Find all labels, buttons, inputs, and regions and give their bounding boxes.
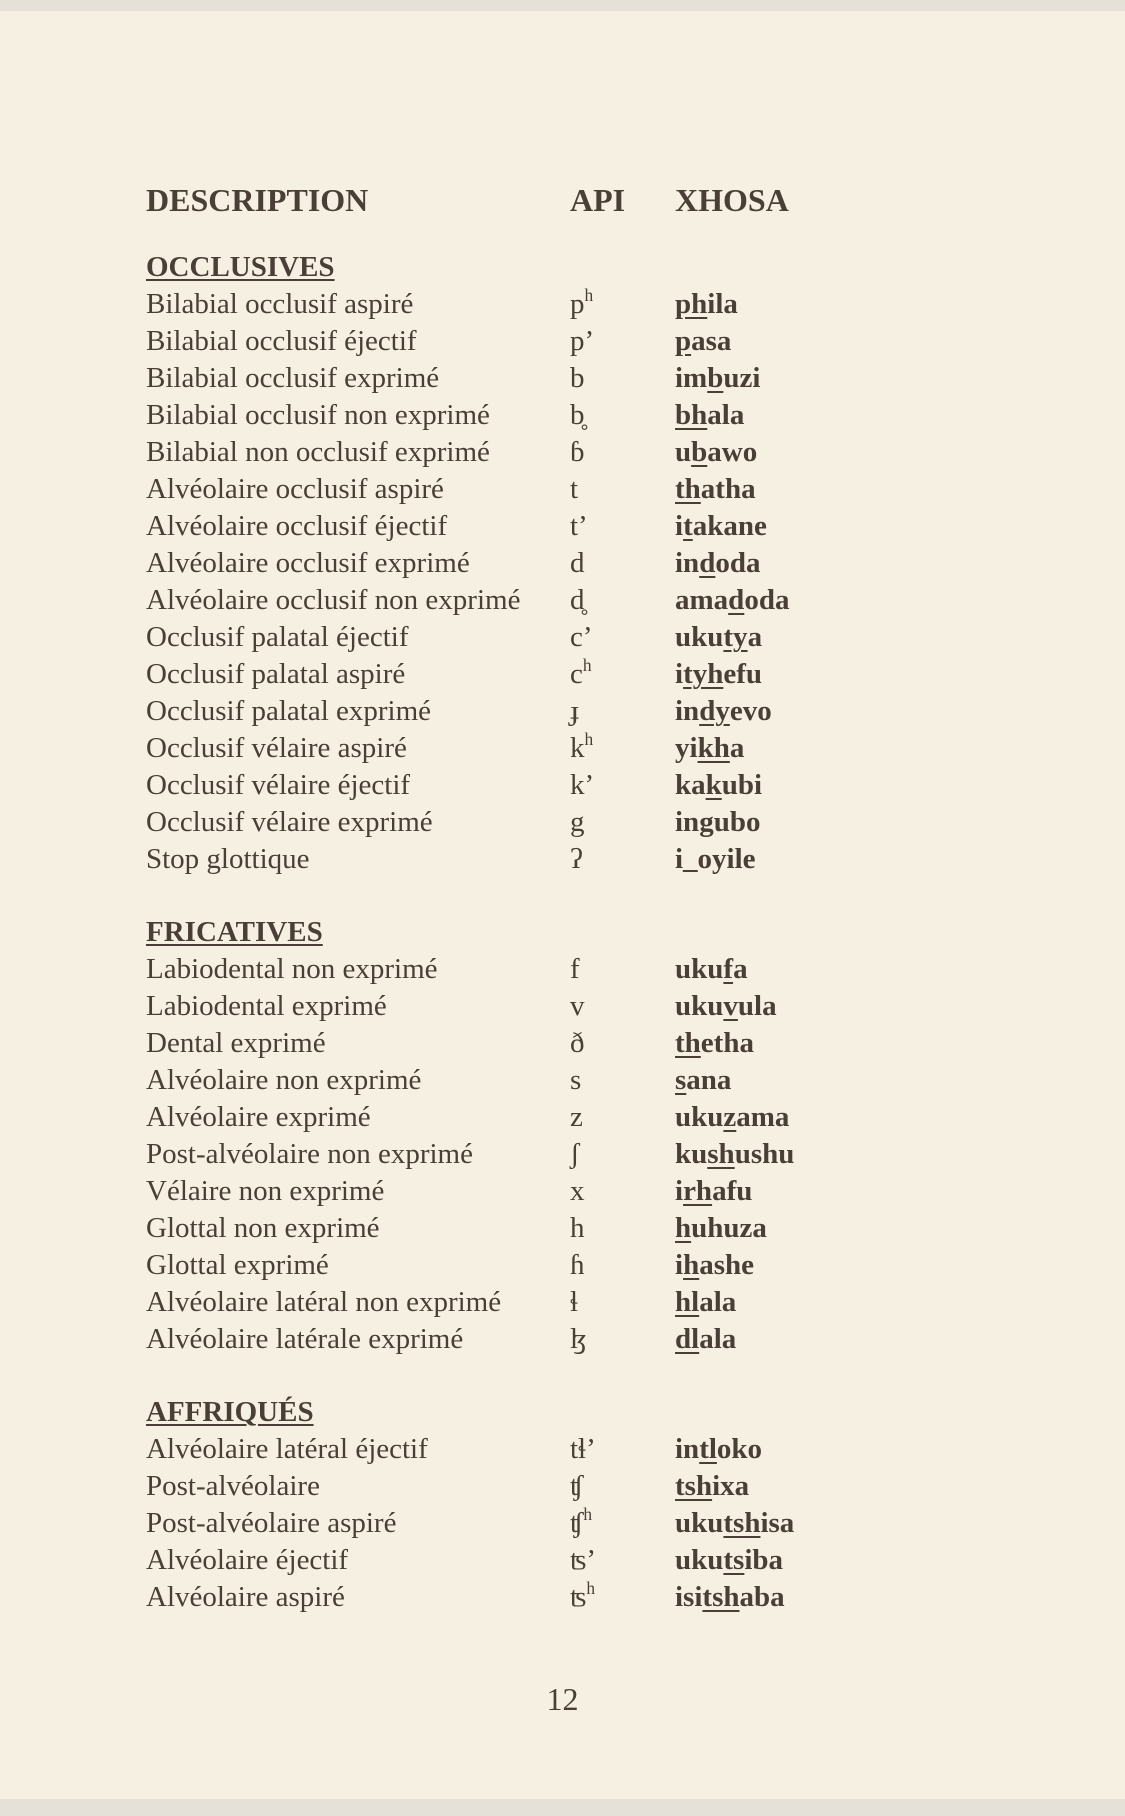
xhosa-pre: uku: [675, 1101, 724, 1133]
table-row: [146, 1284, 1046, 1321]
xhosa-example: [675, 286, 738, 323]
table-row: [146, 1210, 1046, 1247]
xhosa-pre: in: [675, 806, 700, 838]
section-title: AFFRIQUÉS: [146, 1396, 314, 1428]
section-heading: [146, 249, 1046, 286]
xhosa-post: a: [733, 953, 748, 985]
xhosa-pre: i: [675, 1249, 684, 1281]
phoneme-description: Post-alvéolaire aspiré: [146, 1507, 397, 1539]
table-row: [146, 619, 1046, 656]
table-row: [146, 1321, 1046, 1358]
section-heading: [146, 1394, 1046, 1431]
ipa-base: ʔ: [570, 843, 583, 875]
ipa-base: x: [570, 1175, 585, 1207]
ipa-symbol: [570, 286, 593, 326]
xhosa-pre: uku: [675, 621, 724, 653]
ipa-symbol: [570, 1210, 585, 1250]
xhosa-example: [675, 360, 760, 397]
xhosa-pre: yi: [675, 732, 698, 764]
xhosa-example: [675, 841, 756, 878]
phoneme-description: Post-alvéolaire: [146, 1470, 320, 1502]
xhosa-mark: hl: [675, 1286, 700, 1318]
xhosa-post: evo: [729, 695, 772, 727]
xhosa-example: [675, 582, 789, 619]
xhosa-example: [675, 1247, 754, 1284]
xhosa-mark: z: [723, 1101, 737, 1133]
ipa-base: ʦ’: [570, 1544, 597, 1576]
xhosa-mark: tsh: [723, 1507, 761, 1539]
ipa-base: c’: [570, 621, 593, 653]
ipa-symbol: [570, 323, 594, 363]
xhosa-example: [675, 1210, 767, 1247]
table-row: [146, 508, 1046, 545]
ipa-symbol: [570, 767, 594, 807]
xhosa-pre: i: [675, 658, 684, 690]
phoneme-description: Post-alvéolaire non exprimé: [146, 1138, 473, 1170]
xhosa-mark: p: [675, 325, 692, 357]
table-header: [146, 179, 1046, 222]
xhosa-mark: h: [675, 1212, 692, 1244]
table-row: [146, 1025, 1046, 1062]
ipa-symbol: [570, 841, 583, 881]
ipa-symbol: [570, 1431, 596, 1471]
table-row: [146, 1173, 1046, 1210]
ipa-symbol: [570, 1136, 580, 1176]
xhosa-example: [675, 1025, 754, 1062]
phoneme-description: Alvéolaire exprimé: [146, 1101, 371, 1133]
xhosa-example: [675, 1431, 762, 1468]
xhosa-example: [675, 656, 762, 693]
xhosa-example: [675, 988, 777, 1025]
ipa-symbol: [570, 988, 585, 1028]
phoneme-description: Alvéolaire aspiré: [146, 1581, 345, 1613]
xhosa-pre: ama: [675, 584, 729, 616]
xhosa-post: etha: [700, 1027, 754, 1059]
xhosa-pre: i: [675, 1175, 684, 1207]
table-row: [146, 693, 1046, 730]
phoneme-description: Vélaire non exprimé: [146, 1175, 385, 1207]
ipa-base: ɟ: [570, 695, 580, 727]
ipa-base: ʦ: [570, 1581, 587, 1613]
ipa-symbol: [570, 545, 585, 585]
xhosa-mark: t: [683, 510, 693, 542]
xhosa-mark: v: [723, 990, 738, 1022]
xhosa-post: ubo: [713, 806, 761, 838]
xhosa-post: ala: [707, 399, 745, 431]
phoneme-description: Occlusif vélaire éjectif: [146, 769, 411, 801]
ipa-base: t’: [570, 510, 588, 542]
xhosa-mark: sh: [707, 1138, 735, 1170]
xhosa-pre: in: [675, 695, 700, 727]
xhosa-mark: dy: [699, 695, 730, 727]
ipa-base: ɮ: [570, 1323, 587, 1355]
xhosa-mark: tsh: [702, 1581, 740, 1613]
xhosa-example: [675, 434, 757, 471]
ipa-superscript: h: [584, 285, 594, 305]
xhosa-mark: b: [707, 362, 724, 394]
ipa-symbol: [570, 360, 585, 400]
table-row: [146, 286, 1046, 323]
phoneme-description: Labiodental non exprimé: [146, 953, 438, 985]
xhosa-pre: uku: [675, 953, 724, 985]
xhosa-post: ubi: [721, 769, 763, 801]
xhosa-mark: g: [699, 806, 714, 838]
xhosa-pre: isi: [675, 1581, 703, 1613]
xhosa-mark: kh: [697, 732, 730, 764]
xhosa-example: [675, 508, 767, 545]
xhosa-pre: uku: [675, 990, 724, 1022]
xhosa-mark: d: [699, 547, 716, 579]
xhosa-post: ila: [707, 288, 738, 320]
phoneme-description: Alvéolaire latéral éjectif: [146, 1433, 428, 1465]
table-row: [146, 1062, 1046, 1099]
xhosa-example: [675, 323, 731, 360]
ipa-symbol: [570, 1321, 587, 1361]
ipa-superscript: h: [583, 1504, 593, 1524]
ipa-base: p: [570, 288, 585, 320]
ipa-base: ɬ: [570, 1286, 579, 1318]
xhosa-example: [675, 1284, 736, 1321]
phoneme-description: Stop glottique: [146, 843, 310, 875]
phoneme-description: Alvéolaire occlusif aspiré: [146, 473, 444, 505]
xhosa-post: ana: [686, 1064, 732, 1096]
ipa-base: d: [570, 547, 585, 579]
xhosa-pre: ku: [675, 1138, 708, 1170]
xhosa-example: [675, 1321, 736, 1358]
xhosa-pre: i: [675, 510, 684, 542]
ipa-symbol: [570, 434, 585, 474]
ipa-base: ʃ: [570, 1138, 580, 1170]
xhosa-example: [675, 1505, 794, 1542]
ipa-base: b̥: [570, 399, 585, 431]
ipa-symbol: [570, 1062, 581, 1102]
ipa-symbol: [570, 693, 580, 733]
phoneme-description: Dental exprimé: [146, 1027, 326, 1059]
ipa-symbol: [570, 1099, 583, 1139]
ipa-base: p’: [570, 325, 595, 357]
xhosa-post: aba: [739, 1581, 785, 1613]
xhosa-post: oda: [744, 584, 790, 616]
table-row: [146, 1099, 1046, 1136]
ipa-symbol: [570, 1542, 596, 1582]
xhosa-post: ula: [737, 990, 777, 1022]
ipa-superscript: h: [582, 655, 592, 675]
table-row: [146, 730, 1046, 767]
phoneme-description: Alvéolaire non exprimé: [146, 1064, 422, 1096]
ipa-base: g: [570, 806, 585, 838]
xhosa-example: [675, 730, 744, 767]
ipa-base: b: [570, 362, 585, 394]
xhosa-post: a: [747, 621, 763, 653]
xhosa-pre: in: [675, 547, 700, 579]
xhosa-mark: ph: [675, 288, 708, 320]
header-description: DESCRIPTION: [146, 182, 369, 218]
table-row: [146, 397, 1046, 434]
ipa-symbol: [570, 804, 585, 844]
table-row: [146, 841, 1046, 878]
section-title: OCCLUSIVES: [146, 251, 335, 283]
table-row: [146, 434, 1046, 471]
xhosa-post: efu: [723, 658, 763, 690]
xhosa-post: iba: [744, 1544, 784, 1576]
ipa-symbol: [570, 582, 585, 622]
xhosa-mark: s: [675, 1064, 687, 1096]
phoneme-description: Occlusif palatal exprimé: [146, 695, 432, 727]
xhosa-post: ama: [736, 1101, 790, 1133]
ipa-base: d̥: [570, 584, 585, 616]
table-row: [146, 471, 1046, 508]
table-row: [146, 767, 1046, 804]
phoneme-description: Alvéolaire occlusif éjectif: [146, 510, 448, 542]
xhosa-example: [675, 804, 760, 841]
xhosa-example: [675, 1136, 794, 1173]
xhosa-example: [675, 1468, 749, 1505]
phoneme-description: Alvéolaire latéral non exprimé: [146, 1286, 502, 1318]
ipa-base: ɦ: [570, 1249, 585, 1281]
ipa-base: k’: [570, 769, 595, 801]
phoneme-description: Bilabial occlusif exprimé: [146, 362, 440, 394]
xhosa-post: isa: [760, 1507, 795, 1539]
xhosa-mark: rh: [683, 1175, 713, 1207]
xhosa-example: [675, 545, 760, 582]
xhosa-example: [675, 619, 762, 656]
xhosa-pre: ka: [675, 769, 706, 801]
xhosa-pre: u: [675, 436, 692, 468]
xhosa-example: [675, 767, 762, 804]
ipa-base: k: [570, 732, 585, 764]
ipa-base: z: [570, 1101, 583, 1133]
phoneme-description: Occlusif vélaire exprimé: [146, 806, 433, 838]
table-row: [146, 582, 1046, 619]
ipa-base: h: [570, 1212, 585, 1244]
phoneme-description: Bilabial occlusif non exprimé: [146, 399, 490, 431]
ipa-base: ð: [570, 1027, 585, 1059]
header-api: API: [570, 182, 626, 218]
ipa-base: ɓ: [570, 436, 585, 468]
ipa-base: t: [570, 473, 579, 505]
xhosa-mark: bh: [675, 399, 708, 431]
xhosa-example: [675, 1099, 789, 1136]
xhosa-mark: ty: [723, 621, 748, 653]
phoneme-description: Alvéolaire latérale exprimé: [146, 1323, 464, 1355]
xhosa-mark: th: [675, 1027, 701, 1059]
ipa-superscript: h: [586, 1578, 596, 1598]
ipa-symbol: [570, 1025, 585, 1065]
section-spacer: [146, 222, 1046, 249]
xhosa-post: oda: [715, 547, 761, 579]
ipa-base: s: [570, 1064, 582, 1096]
xhosa-example: [675, 951, 748, 988]
xhosa-post: atha: [700, 473, 756, 505]
phoneme-description: Bilabial occlusif éjectif: [146, 325, 417, 357]
table-row: [146, 804, 1046, 841]
table-row: [146, 1468, 1046, 1505]
section-title: FRICATIVES: [146, 916, 323, 948]
page-number: 12: [546, 1681, 579, 1717]
table-row: [146, 1431, 1046, 1468]
phoneme-description: Glottal exprimé: [146, 1249, 329, 1281]
xhosa-pre: im: [675, 362, 708, 394]
xhosa-post: awo: [707, 436, 758, 468]
ipa-symbol: [570, 1173, 585, 1213]
ipa-base: c: [570, 658, 583, 690]
xhosa-mark: f: [723, 953, 734, 985]
phoneme-description: Alvéolaire occlusif non exprimé: [146, 584, 521, 616]
table-row: [146, 1542, 1046, 1579]
table-row: [146, 360, 1046, 397]
xhosa-post: ashe: [699, 1249, 754, 1281]
table-row: [146, 1247, 1046, 1284]
phoneme-table: [146, 179, 1046, 1616]
ipa-base: ʧ: [570, 1470, 584, 1502]
section-heading: [146, 914, 1046, 951]
phoneme-description: Occlusif palatal éjectif: [146, 621, 409, 653]
ipa-symbol: [570, 508, 588, 548]
ipa-symbol: [570, 1247, 585, 1287]
table-row: [146, 1505, 1046, 1542]
xhosa-mark: b: [691, 436, 708, 468]
xhosa-post: asa: [691, 325, 732, 357]
ipa-symbol: [570, 397, 585, 437]
xhosa-pre: uku: [675, 1544, 724, 1576]
xhosa-example: [675, 1579, 785, 1616]
xhosa-mark: k: [705, 769, 722, 801]
table-row: [146, 988, 1046, 1025]
phoneme-description: Labiodental exprimé: [146, 990, 387, 1022]
ipa-symbol: [570, 471, 578, 511]
ipa-superscript: h: [584, 729, 594, 749]
table-row: [146, 656, 1046, 693]
phoneme-description: Bilabial non occlusif exprimé: [146, 436, 490, 468]
header-xhosa: XHOSA: [675, 182, 789, 218]
ipa-base: v: [570, 990, 585, 1022]
ipa-base: f: [570, 953, 580, 985]
ipa-symbol: [570, 1468, 583, 1508]
table-row: [146, 545, 1046, 582]
xhosa-mark: d: [728, 584, 745, 616]
phoneme-description: Bilabial occlusif aspiré: [146, 288, 414, 320]
table-row: [146, 1136, 1046, 1173]
xhosa-post: uzi: [723, 362, 761, 394]
xhosa-mark: h: [683, 1249, 700, 1281]
xhosa-example: [675, 693, 772, 730]
phoneme-description: Occlusif vélaire aspiré: [146, 732, 407, 764]
xhosa-mark: ts: [723, 1544, 745, 1576]
xhosa-mark: th: [675, 473, 701, 505]
phoneme-description: Glottal non exprimé: [146, 1212, 380, 1244]
xhosa-post: ixa: [712, 1470, 750, 1502]
ipa-symbol: [570, 1284, 578, 1324]
xhosa-post: afu: [712, 1175, 753, 1207]
xhosa-example: [675, 1542, 783, 1579]
table-row: [146, 323, 1046, 360]
xhosa-example: [675, 1173, 752, 1210]
xhosa-post: ala: [699, 1286, 737, 1318]
ipa-symbol: [570, 1505, 592, 1545]
xhosa-mark: tyh: [683, 658, 724, 690]
xhosa-pre: uku: [675, 1507, 724, 1539]
xhosa-post: akane: [692, 510, 767, 542]
xhosa-mark: dl: [675, 1323, 700, 1355]
ipa-symbol: [570, 1579, 595, 1619]
xhosa-example: [675, 397, 744, 434]
table-row: [146, 951, 1046, 988]
table-row: [146, 1579, 1046, 1616]
xhosa-pre: i_oyile: [675, 843, 756, 875]
xhosa-post: a: [729, 732, 745, 764]
xhosa-example: [675, 1062, 731, 1099]
xhosa-post: uhuza: [691, 1212, 767, 1244]
phoneme-description: Occlusif palatal aspiré: [146, 658, 406, 690]
phoneme-description: Alvéolaire éjectif: [146, 1544, 349, 1576]
xhosa-post: ushu: [734, 1138, 795, 1170]
section-spacer: [146, 1358, 1046, 1394]
ipa-symbol: [570, 951, 580, 991]
xhosa-pre: in: [675, 1433, 700, 1465]
phoneme-description: Alvéolaire occlusif exprimé: [146, 547, 470, 579]
ipa-symbol: [570, 619, 593, 659]
ipa-symbol: [570, 656, 592, 696]
xhosa-post: ala: [699, 1323, 737, 1355]
document-page: [0, 11, 1125, 1799]
ipa-symbol: [570, 730, 593, 770]
xhosa-mark: tl: [699, 1433, 717, 1465]
ipa-base: tɬ’: [570, 1433, 596, 1465]
section-spacer: [146, 878, 1046, 914]
xhosa-mark: tsh: [675, 1470, 713, 1502]
xhosa-post: oko: [716, 1433, 763, 1465]
xhosa-example: [675, 471, 756, 508]
ipa-base: ʧ: [570, 1507, 584, 1539]
